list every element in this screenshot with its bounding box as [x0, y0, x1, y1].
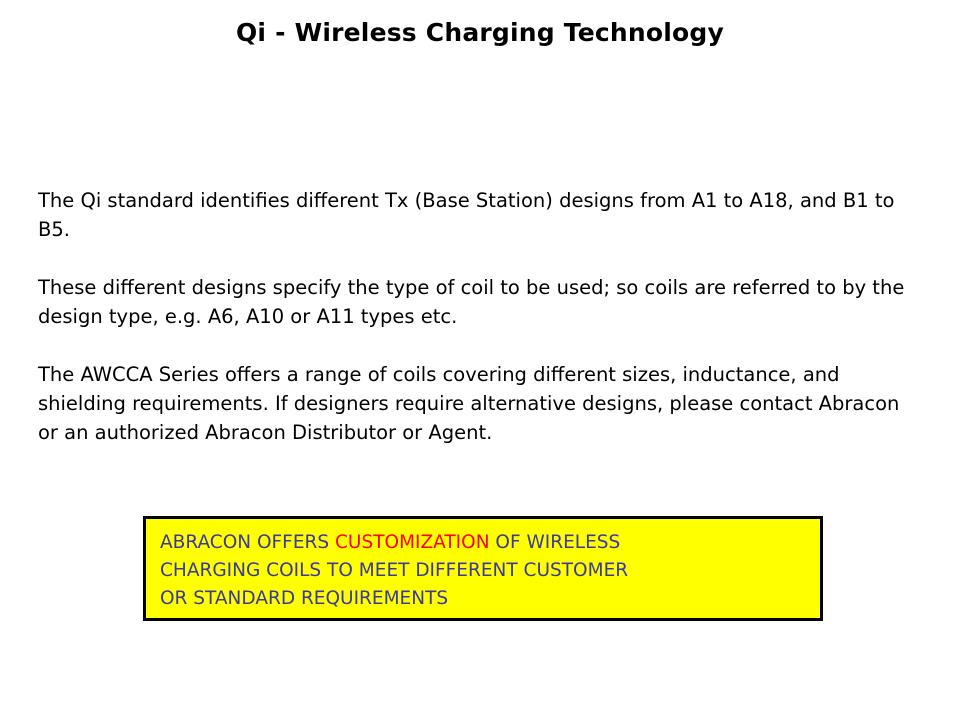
callout-line-1-before: ABRACON OFFERS: [160, 532, 335, 553]
callout-line-1: [160, 529, 820, 557]
callout-line-1-after: OF WIRELESS: [489, 532, 621, 553]
paragraph-3: The AWCCA Series offers a range of coils covering different sizes, inductance, and shielding requirements. If designers require alternative designs, please contact Abracon or an authorized Abracon Distributor or Agent.: [38, 363, 900, 444]
page-title: Qi - Wireless Charging Technology: [235, 18, 725, 47]
paragraph-1: The Qi standard identifies different Tx (Base Station) designs from A1 to A18, and B1 to B5.: [38, 189, 895, 241]
body-text: [38, 186, 918, 447]
callout-line-2: CHARGING COILS TO MEET DIFFERENT CUSTOMER: [160, 560, 629, 581]
callout-box: [143, 516, 823, 621]
callout-highlight-customization: CUSTOMIZATION: [335, 532, 490, 553]
callout-line-3: OR STANDARD REQUIREMENTS: [160, 588, 449, 609]
paragraph-2: These different designs specify the type of coil to be used; so coils are referred to by the design type, e.g. A6, A10 or A11 types etc.: [38, 276, 905, 328]
